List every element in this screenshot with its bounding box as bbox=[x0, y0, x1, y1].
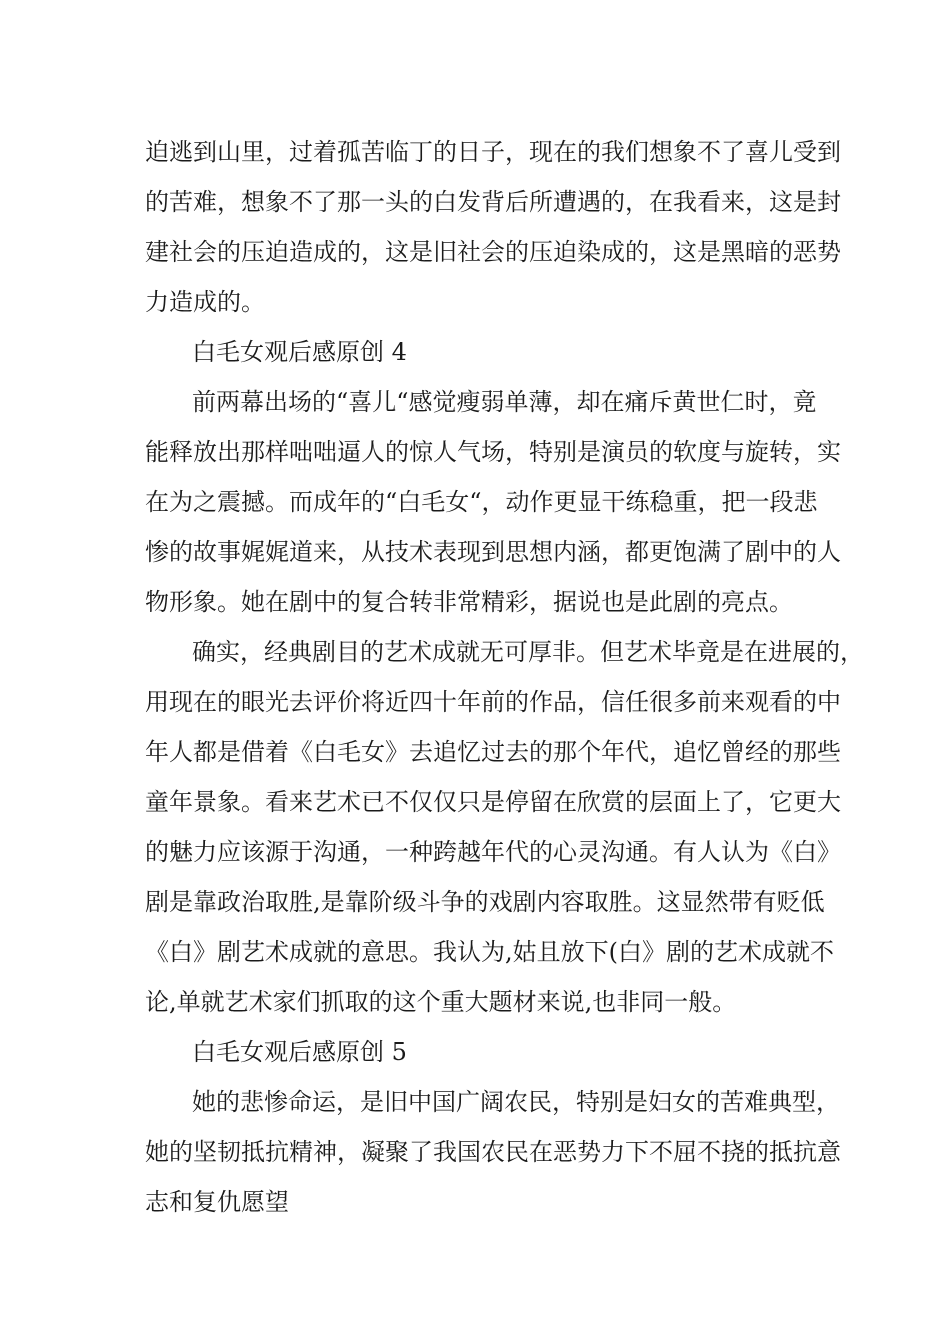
body-text-line: 力造成的。 bbox=[145, 288, 265, 316]
body-text-line: 志和复仇愿望 bbox=[145, 1188, 289, 1216]
body-text-line: 剧是靠政治取胜,是靠阶级斗争的戏剧内容取胜。这显然带有贬低 bbox=[145, 888, 825, 916]
body-text-line: 的魅力应该源于沟通，一种跨越年代的心灵沟通。有人认为《白》 bbox=[145, 838, 841, 866]
body-text-line: 能释放出那样咄咄逼人的惊人气场，特别是演员的软度与旋转，实 bbox=[145, 438, 841, 466]
body-text-line: 建社会的压迫造成的，这是旧社会的压迫染成的，这是黑暗的恶势 bbox=[145, 238, 841, 266]
body-text-line: 惨的故事娓娓道来，从技术表现到思想内涵，都更饱满了剧中的人 bbox=[145, 538, 841, 566]
body-text-line: 在为之震撼。而成年的“白毛女“，动作更显干练稳重，把一段悲 bbox=[145, 488, 818, 516]
paragraph-first-line: 她的悲惨命运，是旧中国广阔农民，特别是妇女的苦难典型， bbox=[192, 1088, 840, 1116]
paragraph-first-line: 确实，经典剧目的艺术成就无可厚非。但艺术毕竟是在进展的， bbox=[192, 638, 864, 666]
body-text-line: 《白》剧艺术成就的意思。我认为,姑且放下(白》剧的艺术成就不 bbox=[145, 938, 834, 966]
body-text-line: 论,单就艺术家们抓取的这个重大题材来说,也非同一般。 bbox=[145, 988, 737, 1016]
body-text-line: 物形象。她在剧中的复合转非常精彩，据说也是此剧的亮点。 bbox=[145, 588, 793, 616]
section-heading-4: 白毛女观后感原创 4 bbox=[192, 338, 407, 366]
body-text-line: 用现在的眼光去评价将近四十年前的作品，信任很多前来观看的中 bbox=[145, 688, 841, 716]
body-text-line: 年人都是借着《白毛女》去追忆过去的那个年代，追忆曾经的那些 bbox=[145, 738, 841, 766]
body-text-line: 迫逃到山里，过着孤苦临丁的日子，现在的我们想象不了喜儿受到 bbox=[145, 138, 841, 166]
paragraph-first-line: 前两幕出场的“喜儿“感觉瘦弱单薄，却在痛斥黄世仁时，竟 bbox=[192, 388, 817, 416]
section-heading-5: 白毛女观后感原创 5 bbox=[192, 1038, 407, 1066]
body-text-line: 她的坚韧抵抗精神，凝聚了我国农民在恶势力下不屈不挠的抵抗意 bbox=[145, 1138, 841, 1166]
body-text-line: 的苦难，想象不了那一头的白发背后所遭遇的，在我看来，这是封 bbox=[145, 188, 841, 216]
body-text-line: 童年景象。看来艺术已不仅仅只是停留在欣赏的层面上了，它更大 bbox=[145, 788, 841, 816]
